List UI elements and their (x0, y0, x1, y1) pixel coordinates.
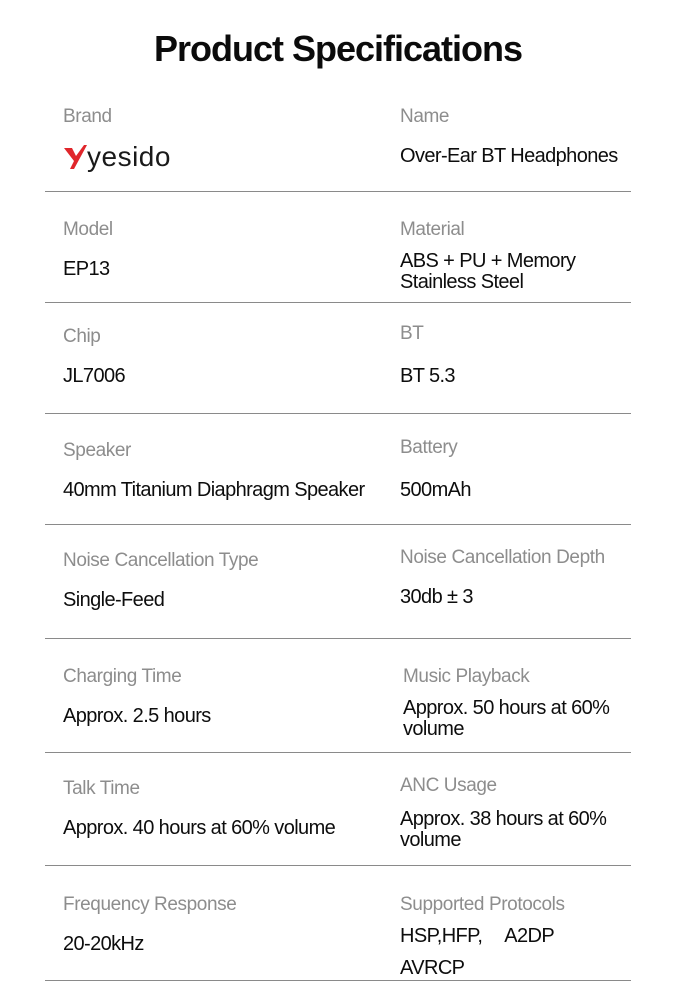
spec-row-noise-cancellation (45, 525, 631, 639)
spec-value-chip: JL7006 (63, 365, 126, 387)
spec-value-music-playback: Approx. 50 hours at 60% volume (403, 697, 610, 740)
spec-label-nc-type: Noise Cancellation Type (63, 550, 259, 571)
spec-cell-material (400, 219, 635, 293)
spec-row-charging-music (45, 639, 631, 753)
spec-label-frequency-response: Frequency Response (63, 894, 237, 915)
spec-value-model: EP13 (63, 258, 110, 280)
spec-value-battery: 500mAh (400, 479, 471, 501)
spec-value-name: Over-Ear BT Headphones (400, 145, 618, 167)
spec-label-protocols: Supported Protocols (400, 894, 565, 915)
spec-label-name: Name (400, 106, 450, 127)
spec-cell-protocols (400, 894, 635, 984)
spec-label-charging-time: Charging Time (63, 666, 182, 687)
spec-cell-brand (63, 106, 171, 174)
page-title: Product Specifications (153, 28, 523, 69)
spec-row-model-material (45, 192, 631, 303)
spec-cell-name (400, 106, 635, 167)
spec-cell-model (63, 219, 113, 280)
brand-logo (63, 140, 171, 174)
spec-value-speaker: 40mm Titanium Diaphragm Speaker (63, 479, 365, 501)
spec-cell-charging-time (63, 666, 211, 727)
spec-label-bt: BT (400, 323, 424, 344)
spec-value-talk-time: Approx. 40 hours at 60% volume (63, 817, 336, 839)
protocol-hsp-hfp: HSP,HFP, (400, 925, 483, 947)
spec-row-chip-bt (45, 303, 631, 414)
spec-value-nc-depth: 30db ± 3 (400, 586, 473, 608)
spec-cell-speaker (63, 440, 365, 501)
spec-value-anc-usage: Approx. 38 hours at 60% volume (400, 808, 607, 851)
spec-value-frequency-response: 20-20kHz (63, 933, 144, 955)
spec-label-anc-usage: ANC Usage (400, 775, 497, 796)
spec-cell-nc-depth (400, 547, 635, 608)
spec-value-bt: BT 5.3 (400, 365, 455, 387)
yesido-y-mark-icon (63, 142, 89, 172)
spec-label-chip: Chip (63, 326, 101, 347)
spec-cell-frequency-response (63, 894, 236, 955)
spec-row-brand-name (45, 100, 631, 192)
spec-value-material: ABS + PU + Memory Stainless Steel (400, 250, 576, 293)
spec-row-frequency-protocols (45, 866, 631, 981)
spec-cell-anc-usage (400, 775, 635, 851)
spec-cell-nc-type (63, 550, 258, 611)
spec-label-battery: Battery (400, 437, 458, 458)
spec-value-protocols (400, 920, 635, 984)
spec-cell-talk-time (63, 778, 335, 839)
spec-label-talk-time: Talk Time (63, 778, 140, 799)
spec-row-talk-anc (45, 753, 631, 866)
spec-value-charging-time: Approx. 2.5 hours (63, 705, 211, 727)
protocol-avrcp: AVRCP (400, 957, 465, 979)
spec-label-speaker: Speaker (63, 440, 131, 461)
protocol-a2dp: A2DP (504, 925, 555, 947)
spec-cell-bt (400, 323, 635, 387)
brand-logo-text: yesido (87, 141, 171, 172)
spec-cell-chip (63, 326, 125, 387)
spec-cell-music-playback (403, 666, 638, 740)
spec-label-nc-depth: Noise Cancellation Depth (400, 547, 605, 568)
spec-label-material: Material (400, 219, 465, 240)
spec-value-nc-type: Single-Feed (63, 589, 165, 611)
spec-cell-battery (400, 437, 635, 501)
spec-label-music-playback: Music Playback (403, 666, 530, 687)
spec-row-speaker-battery (45, 414, 631, 525)
spec-label-model: Model (63, 219, 113, 240)
spec-label-brand: Brand (63, 106, 112, 127)
